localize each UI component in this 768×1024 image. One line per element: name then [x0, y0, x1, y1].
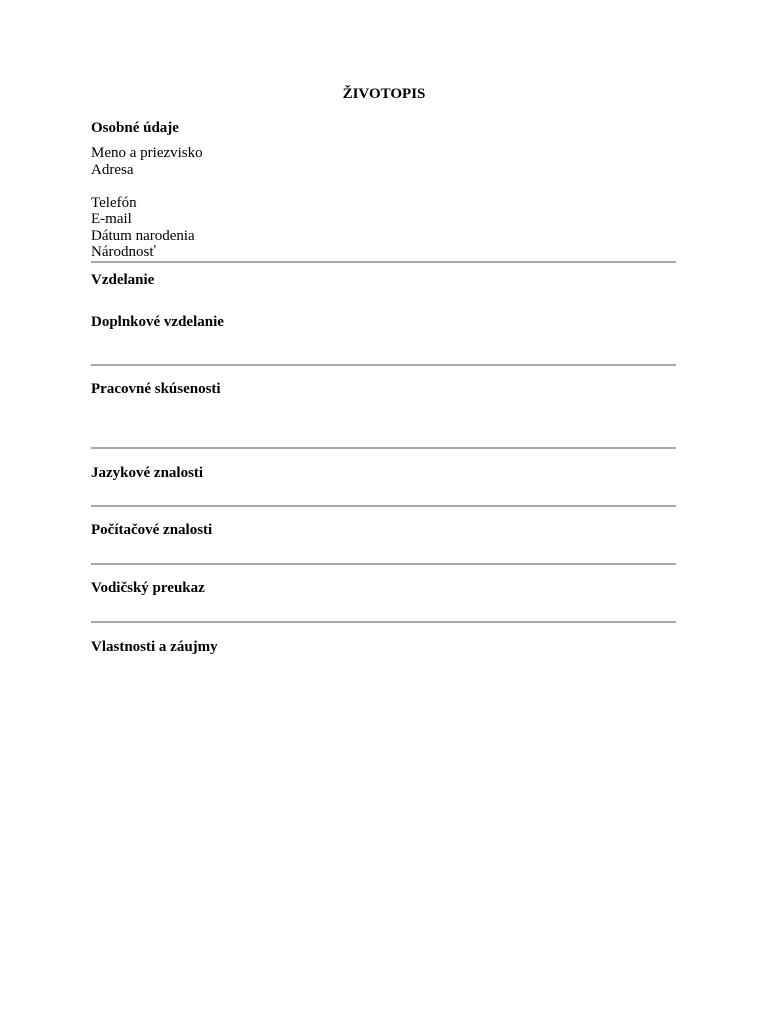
field-phone: Telefón [91, 195, 137, 211]
additional-education-heading: Doplnkové vzdelanie [91, 314, 224, 330]
section-divider [91, 364, 676, 366]
section-divider [91, 621, 676, 623]
driving-license-heading: Vodičský preukaz [91, 580, 205, 596]
computer-skills-heading: Počítačové znalosti [91, 522, 213, 538]
language-skills-heading: Jazykové znalosti [91, 465, 204, 481]
document-title: ŽIVOTOPIS [342, 86, 426, 102]
section-divider [91, 447, 676, 449]
section-divider [91, 505, 676, 507]
education-heading: Vzdelanie [91, 272, 155, 288]
section-divider [91, 261, 676, 263]
section-divider [91, 563, 676, 565]
field-name: Meno a priezvisko [91, 145, 203, 161]
field-email: E-mail [91, 211, 132, 227]
work-experience-heading: Pracovné skúsenosti [91, 381, 221, 397]
traits-interests-heading: Vlastnosti a záujmy [91, 639, 218, 655]
field-birthdate: Dátum narodenia [91, 228, 195, 244]
field-address: Adresa [91, 162, 134, 178]
field-nationality: Národnosť [91, 244, 156, 260]
personal-heading: Osobné údaje [91, 120, 179, 136]
